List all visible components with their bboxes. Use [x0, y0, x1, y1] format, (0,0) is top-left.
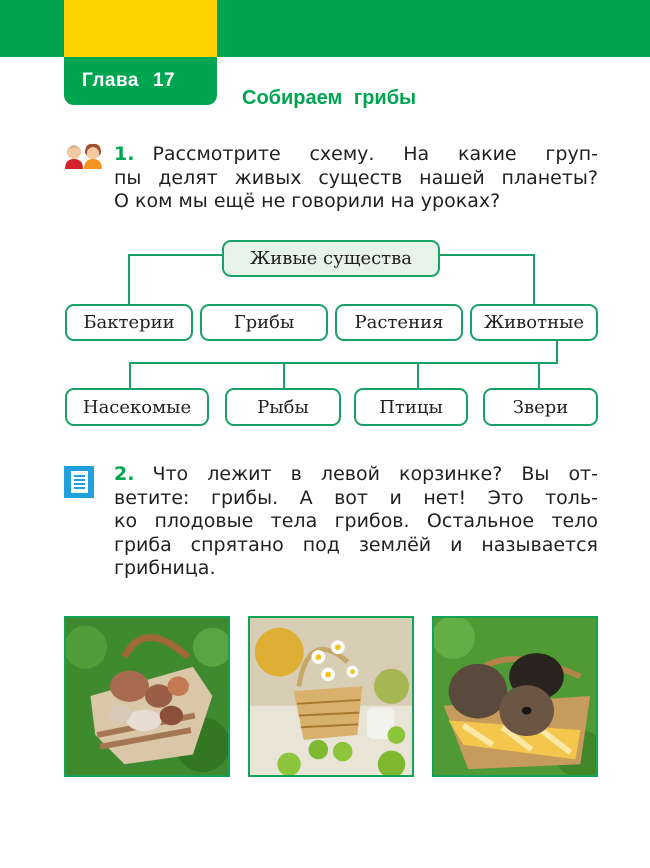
document-icon: [64, 466, 94, 498]
task-2-line: 2. Что лежит в левой корзинке? Вы от-: [114, 463, 598, 485]
node-animals: Животные: [470, 304, 598, 341]
connector: [128, 254, 130, 306]
node-insects: Насекомые: [65, 388, 209, 426]
connector: [129, 362, 558, 364]
photo-puppies-basket: [432, 616, 598, 777]
connector: [538, 362, 540, 390]
task-2-line: грибница.: [114, 557, 216, 579]
node-bacteria: Бактерии: [65, 304, 193, 341]
task-2-line: гриба спрятано под землёй и называется: [114, 533, 598, 556]
pair-work-icon: [63, 143, 105, 169]
lesson-title: Собираем грибы: [242, 87, 417, 109]
node-mammals: Звери: [483, 388, 598, 426]
connector: [533, 254, 535, 306]
connector: [438, 254, 535, 256]
chapter-tab: [64, 57, 217, 105]
connector: [129, 362, 131, 390]
node-birds: Птицы: [354, 388, 468, 426]
chapter-number: 17: [152, 70, 176, 91]
header-accent-block: [64, 0, 217, 57]
task-2: [114, 463, 598, 581]
task-1-number: 1.: [114, 143, 135, 165]
node-living-beings: Живые существа: [222, 240, 440, 277]
node-fungi: Грибы: [200, 304, 328, 341]
task-1: [114, 143, 598, 214]
photo-flower-basket: [248, 616, 414, 777]
connector: [128, 254, 224, 256]
task-2-number: 2.: [114, 463, 135, 485]
task-2-line: ко плодовые тела грибов. Остальное тело: [114, 510, 598, 532]
task-2-line: ветите: грибы. А вот и нет! Это толь-: [114, 486, 598, 509]
connector: [283, 362, 285, 390]
node-plants: Растения: [335, 304, 463, 341]
task-1-line: 1. Рассмотрите схему. На какие груп-: [114, 143, 598, 165]
node-fish: Рыбы: [225, 388, 341, 426]
connector: [556, 340, 558, 364]
connector: [417, 362, 419, 390]
chapter-label: Глава: [82, 70, 139, 91]
photo-mushroom-basket: [64, 616, 230, 777]
task-1-line: О ком мы ещё не говорили на уроках?: [114, 190, 501, 212]
task-1-line: пы делят живых существ нашей планеты?: [114, 166, 598, 189]
